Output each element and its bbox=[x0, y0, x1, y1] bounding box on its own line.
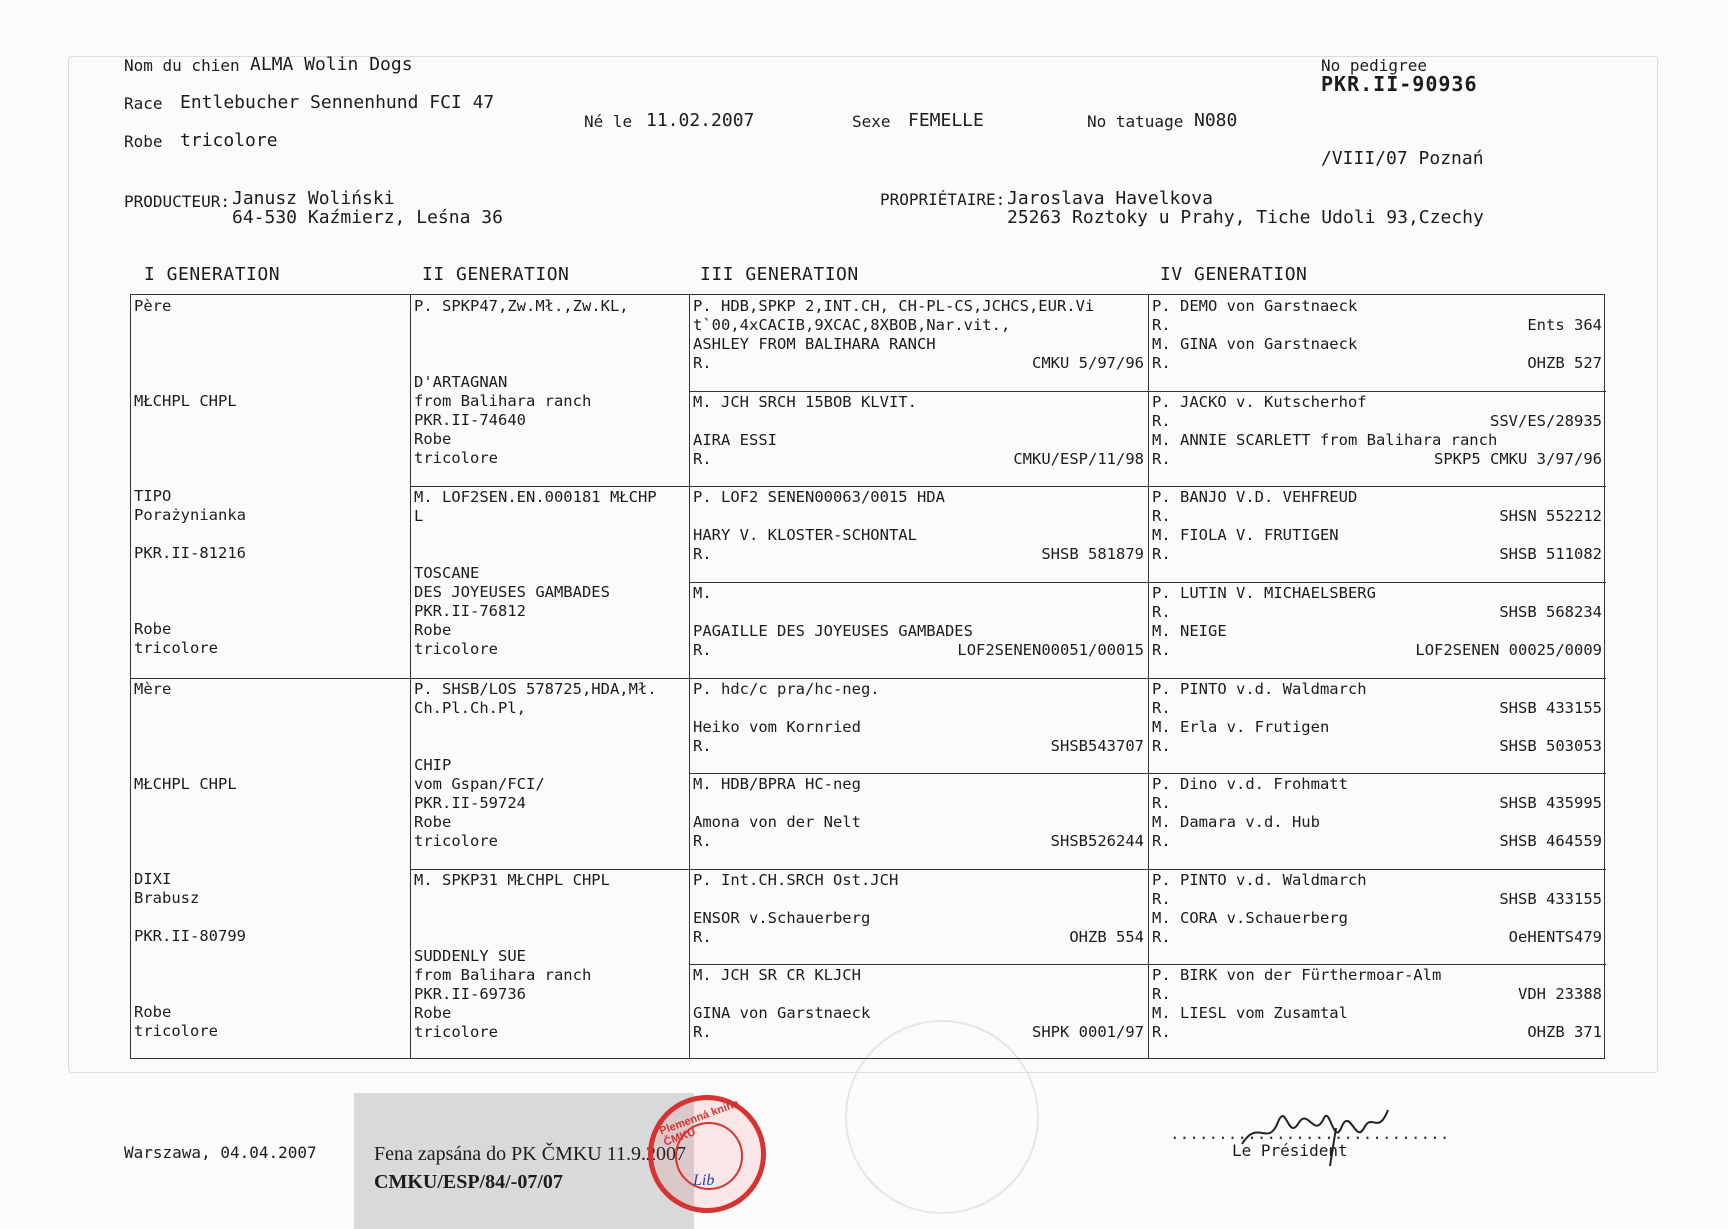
gen3-cell bbox=[693, 966, 1144, 1058]
gen3-name: AIRA ESSI bbox=[693, 430, 777, 449]
gen4-dam-name: M. ANNIE SCARLETT from Balihara ranch bbox=[1152, 430, 1498, 449]
gen2-line: vom Gspan/FCI/ bbox=[414, 774, 545, 793]
gen4-reg-row bbox=[1152, 985, 1602, 1004]
gen4-dam-name: M. Erla v. Frutigen bbox=[1152, 717, 1330, 736]
signature-dots: ............................. bbox=[1170, 1124, 1450, 1143]
gen3-name: ASHLEY FROM BALIHARA RANCH bbox=[693, 335, 936, 353]
pedigree-table bbox=[130, 294, 1605, 1059]
gen2-line bbox=[414, 718, 685, 737]
row-divider bbox=[689, 773, 1606, 774]
gen1-dam-line bbox=[134, 756, 407, 775]
gen1-sire-line bbox=[134, 525, 407, 544]
reg-letter: R. bbox=[1152, 985, 1171, 1004]
gen4-sire-name: P. PINTO v.d. Waldmarch bbox=[1152, 870, 1367, 889]
gen3-titles: M. JCH SRCH 15BOB KLVIT. bbox=[693, 392, 917, 411]
reg-letter: R. bbox=[1152, 794, 1171, 813]
gen2-line: P. SPKP47,Zw.Mł.,Zw.KL, bbox=[414, 297, 629, 315]
gen2-cell bbox=[414, 488, 685, 675]
seal-text: Plemenná kniha ČMKU bbox=[657, 1097, 741, 1149]
gen2-line bbox=[414, 890, 685, 909]
gen3-titles bbox=[693, 699, 1144, 718]
gen4-reg-row bbox=[1152, 794, 1602, 813]
gen4-sire-name: P. BIRK von der Fürthermoar-Alm bbox=[1152, 966, 1442, 985]
registration-line-2: CMKU/ESP/84/-07/07 bbox=[374, 1171, 563, 1193]
gen1-dam-line: Brabusz bbox=[134, 888, 200, 907]
reg-letter: R. bbox=[1152, 354, 1171, 372]
reg-letter: R. bbox=[1152, 507, 1171, 526]
gen2-line: Robe bbox=[414, 621, 452, 640]
gen3-reg: SHPK 0001/97 bbox=[1032, 1023, 1144, 1042]
owner-address: 25263 Roztoky u Prahy, Tiche Udoli 93,Czechy bbox=[1007, 207, 1484, 228]
coat-label: Robe bbox=[124, 132, 163, 151]
gen2-line bbox=[414, 909, 685, 928]
gen4-reg-row bbox=[1152, 928, 1602, 947]
gen2-line bbox=[414, 928, 685, 947]
gen1-sire-line bbox=[134, 563, 407, 582]
row-divider bbox=[410, 869, 1606, 870]
tattoo: N080 bbox=[1194, 110, 1238, 131]
row-divider bbox=[689, 391, 1606, 392]
gen4-dam-name: M. FIOLA V. FRUTIGEN bbox=[1152, 526, 1339, 545]
gen2-line: P. SHSB/LOS 578725,HDA,Mł. bbox=[414, 679, 657, 698]
gen4-cell bbox=[1152, 966, 1602, 1058]
gen1-sire-line bbox=[134, 411, 407, 430]
gen3-reg-row bbox=[693, 1023, 1144, 1042]
gen2-line: SUDDENLY SUE bbox=[414, 946, 526, 965]
gen4-reg-row bbox=[1152, 316, 1602, 335]
gen4-reg: SHSB 435995 bbox=[1499, 794, 1602, 813]
cmku-seal bbox=[648, 1095, 766, 1213]
reg-letter: R. bbox=[1152, 736, 1171, 755]
gen1-sire-line bbox=[134, 468, 407, 487]
gen2-line: L bbox=[414, 507, 424, 526]
gen3-reg-row bbox=[693, 832, 1144, 851]
gen2-line: PKR.II-76812 bbox=[414, 602, 526, 621]
reg-letter: R. bbox=[693, 927, 712, 946]
gen3-titles: M. HDB/BPRA HC-neg bbox=[693, 775, 861, 794]
gen1-sire-line: Porażynianka bbox=[134, 506, 246, 524]
gen1-sire-line: TIPO bbox=[134, 487, 172, 505]
gen1-sire-line: Père bbox=[134, 297, 172, 315]
gen2-line: DES JOYEUSES GAMBADES bbox=[414, 583, 610, 602]
gen1-sire-line: Robe bbox=[134, 620, 172, 638]
gen4-reg-row bbox=[1152, 737, 1602, 756]
pedigree-label: No pedigree bbox=[1321, 56, 1427, 75]
gen4-reg-row bbox=[1152, 507, 1602, 526]
gen3-titles: P. Int.CH.SRCH Ost.JCH bbox=[693, 870, 899, 889]
gen2-line: D'ARTAGNAN bbox=[414, 373, 508, 391]
gen4-reg: SHSB 511082 bbox=[1499, 545, 1602, 564]
gen3-reg-row bbox=[693, 641, 1144, 660]
reg-letter: R. bbox=[1152, 545, 1171, 564]
gen4-sire-name: P. BANJO V.D. VEHFREUD bbox=[1152, 488, 1358, 507]
row-divider bbox=[131, 678, 1606, 679]
gen4-reg: SHSB 568234 bbox=[1499, 602, 1602, 621]
gen2-line: CHIP bbox=[414, 755, 452, 774]
gen3-titles: P. HDB,SPKP 2,INT.CH, CH-PL-CS,JCHCS,EUR.Vi bbox=[693, 297, 1095, 315]
reg-letter: R. bbox=[693, 736, 712, 755]
gen1-sire-line bbox=[134, 373, 407, 392]
gen3-cell bbox=[693, 297, 1144, 389]
reg-letter: R. bbox=[1152, 316, 1171, 334]
gen3-reg: CMKU 5/97/96 bbox=[1032, 354, 1144, 372]
gen4-reg-row bbox=[1152, 450, 1602, 469]
gen1-sire-line: MŁCHPL CHPL bbox=[134, 392, 237, 410]
gen4-reg-row bbox=[1152, 890, 1602, 909]
gen4-cell bbox=[1152, 297, 1602, 389]
gen1-sire-line bbox=[134, 449, 407, 468]
gen2-line bbox=[414, 545, 685, 564]
gen2-line: PKR.II-74640 bbox=[414, 411, 526, 429]
gen4-reg: OHZB 371 bbox=[1527, 1023, 1602, 1042]
reg-letter: R. bbox=[1152, 449, 1171, 468]
gen2-line: tricolore bbox=[414, 1022, 498, 1041]
gen1-sire-line bbox=[134, 582, 407, 601]
born-label: Né le bbox=[584, 112, 633, 131]
reg-letter: R. bbox=[1152, 602, 1171, 621]
sex: FEMELLE bbox=[908, 110, 984, 131]
gen1-sire-line bbox=[134, 430, 407, 449]
gen3-reg-row bbox=[693, 450, 1144, 469]
gen1-dam-line bbox=[134, 851, 407, 870]
gen1-dam-line bbox=[134, 737, 407, 756]
sex-label: Sexe bbox=[852, 112, 891, 131]
coat: tricolore bbox=[180, 130, 278, 151]
gen3-cell bbox=[693, 393, 1144, 485]
gen3-reg-row bbox=[693, 545, 1144, 564]
gen1-dam-line bbox=[134, 908, 407, 927]
gen2-line: tricolore bbox=[414, 831, 498, 850]
gen4-sire-name: P. LUTIN V. MICHAELSBERG bbox=[1152, 583, 1376, 602]
reg-letter: R. bbox=[1152, 640, 1171, 659]
gen3-titles bbox=[693, 890, 1144, 909]
gen4-reg-row bbox=[1152, 1023, 1602, 1042]
breeder-name: Janusz Woliński bbox=[232, 188, 395, 209]
gen3-reg: LOF2SENEN00051/00015 bbox=[957, 640, 1144, 659]
gen4-cell bbox=[1152, 775, 1602, 867]
row-divider bbox=[689, 964, 1606, 965]
gen1-dam-line: Robe bbox=[134, 1002, 172, 1021]
seal-initials: Lib bbox=[693, 1172, 715, 1189]
gen1-sire-line bbox=[134, 601, 407, 620]
registration-line-1: Fena zapsána do PK ČMKU 11.9.2007 bbox=[374, 1143, 687, 1165]
reg-letter: R. bbox=[693, 545, 712, 564]
gen4-reg: SHSB 433155 bbox=[1499, 889, 1602, 908]
gen1-dam-line bbox=[134, 718, 407, 737]
gen2-line: from Balihara ranch bbox=[414, 965, 592, 984]
gen2-line: M. SPKP31 MŁCHPL CHPL bbox=[414, 870, 610, 889]
column-divider bbox=[410, 295, 411, 1058]
reg-letter: R. bbox=[1152, 832, 1171, 851]
gen3-name: Heiko vom Kornried bbox=[693, 717, 861, 736]
gen1-dam-line: tricolore bbox=[134, 1021, 218, 1040]
gen4-reg-row bbox=[1152, 603, 1602, 622]
gen2-line bbox=[414, 737, 685, 756]
gen3-name: PAGAILLE DES JOYEUSES GAMBADES bbox=[693, 621, 973, 640]
gen1-dam-line bbox=[134, 699, 407, 718]
gen3-cell bbox=[693, 871, 1144, 963]
reg-letter: R. bbox=[693, 640, 712, 659]
pedigree-reference: /VIII/07 Poznań bbox=[1321, 148, 1484, 169]
gen1-dam-line: PKR.II-80799 bbox=[134, 926, 246, 945]
president-label: Le Président bbox=[1232, 1141, 1348, 1160]
column-divider bbox=[1148, 295, 1149, 1058]
registration-stamp-block bbox=[354, 1093, 694, 1229]
place-date: Warszawa, 04.04.2007 bbox=[124, 1143, 317, 1162]
breeder-label: PRODUCTEUR: bbox=[124, 192, 230, 211]
gen1-dam-line bbox=[134, 984, 407, 1003]
reg-letter: R. bbox=[693, 449, 712, 468]
gen3-cell bbox=[693, 680, 1144, 772]
reg-letter: R. bbox=[1152, 698, 1171, 717]
owner-name: Jaroslava Havelkova bbox=[1007, 188, 1213, 209]
gen1-sire-line: tricolore bbox=[134, 639, 218, 657]
row-divider bbox=[410, 486, 1606, 487]
gen3-titles: P. LOF2 SENEN00063/0015 HDA bbox=[693, 488, 945, 507]
gen1-dam-line: DIXI bbox=[134, 869, 172, 888]
gen4-reg: SSV/ES/28935 bbox=[1490, 411, 1602, 430]
gen4-dam-name: M. Damara v.d. Hub bbox=[1152, 813, 1320, 832]
gen3-name: Amona von der Nelt bbox=[693, 813, 861, 832]
gen4-sire-name: P. JACKO v. Kutscherhof bbox=[1152, 392, 1367, 411]
gen3-titles bbox=[693, 603, 1144, 622]
owner-label: PROPRIÉTAIRE: bbox=[880, 190, 1006, 209]
gen4-reg-row bbox=[1152, 832, 1602, 851]
gen2-cell bbox=[414, 680, 685, 867]
gen2-line bbox=[414, 316, 685, 335]
born-date: 11.02.2007 bbox=[646, 110, 755, 131]
dog-name: ALMA Wolin Dogs bbox=[250, 54, 413, 75]
reg-letter: R. bbox=[1152, 927, 1171, 946]
gen1-dam-line bbox=[134, 813, 407, 832]
gen4-cell bbox=[1152, 871, 1602, 963]
gen1-dam-line bbox=[134, 794, 407, 813]
gen4-reg: Ents 364 bbox=[1527, 316, 1602, 334]
gen3-reg-row bbox=[693, 737, 1144, 756]
gen4-reg: SHSN 552212 bbox=[1499, 507, 1602, 526]
gen4-reg: SHSB 433155 bbox=[1499, 698, 1602, 717]
gen2-line bbox=[414, 526, 685, 545]
gen1-dam-line: MŁCHPL CHPL bbox=[134, 774, 237, 793]
gen4-cell bbox=[1152, 393, 1602, 485]
gen2-line: Ch.Pl.Ch.Pl, bbox=[414, 698, 526, 717]
gen3-reg: SHSB526244 bbox=[1050, 832, 1144, 851]
gen1-dam-line bbox=[134, 965, 407, 984]
generation-3-heading: III GENERATION bbox=[700, 264, 859, 285]
reg-letter: R. bbox=[693, 1023, 712, 1042]
gen3-reg-row bbox=[693, 354, 1144, 373]
gen1-sire-line: PKR.II-81216 bbox=[134, 544, 246, 562]
gen2-line: M. LOF2SEN.EN.000181 MŁCHP bbox=[414, 488, 657, 507]
gen4-reg-row bbox=[1152, 412, 1602, 431]
gen1-sire-line bbox=[134, 335, 407, 354]
gen3-name: HARY V. KLOSTER-SCHONTAL bbox=[693, 526, 917, 545]
gen4-dam-name: M. CORA v.Schauerberg bbox=[1152, 908, 1348, 927]
gen4-cell bbox=[1152, 680, 1602, 772]
gen2-line: PKR.II-69736 bbox=[414, 984, 526, 1003]
gen4-reg: SHSB 503053 bbox=[1499, 736, 1602, 755]
gen2-line: TOSCANE bbox=[414, 564, 480, 583]
gen3-titles bbox=[693, 794, 1144, 813]
gen4-sire-name: P. Dino v.d. Frohmatt bbox=[1152, 775, 1348, 794]
gen3-cell bbox=[693, 584, 1144, 676]
gen4-cell bbox=[1152, 584, 1602, 676]
gen3-reg: SHSB543707 bbox=[1050, 736, 1144, 755]
gen3-titles bbox=[693, 507, 1144, 526]
gen4-reg: SPKP5 CMKU 3/97/96 bbox=[1434, 449, 1602, 468]
gen2-line: PKR.II-59724 bbox=[414, 793, 526, 812]
gen4-dam-name: M. NEIGE bbox=[1152, 621, 1227, 640]
gen4-reg: LOF2SENEN 00025/0009 bbox=[1415, 640, 1602, 659]
gen4-reg-row bbox=[1152, 699, 1602, 718]
pedigree-number: PKR.II-90936 bbox=[1321, 72, 1478, 96]
gen1-sire-cell bbox=[134, 297, 407, 676]
gen1-dam-line bbox=[134, 832, 407, 851]
gen3-name: GINA von Garstnaeck bbox=[693, 1004, 871, 1023]
gen2-line bbox=[414, 354, 685, 373]
gen1-sire-line bbox=[134, 354, 407, 373]
gen3-reg: OHZB 554 bbox=[1069, 927, 1144, 946]
gen3-titles bbox=[693, 412, 1144, 431]
gen1-dam-cell bbox=[134, 680, 407, 1059]
row-divider bbox=[689, 582, 1606, 583]
gen2-line: from Balihara ranch bbox=[414, 392, 592, 410]
reg-letter: R. bbox=[1152, 889, 1171, 908]
gen4-cell bbox=[1152, 488, 1602, 580]
breeder-address: 64-530 Kaźmierz, Leśna 36 bbox=[232, 207, 503, 228]
gen3-reg: SHSB 581879 bbox=[1041, 545, 1144, 564]
generation-2-heading: II GENERATION bbox=[422, 264, 570, 285]
gen4-sire-name: P. PINTO v.d. Waldmarch bbox=[1152, 679, 1367, 698]
tattoo-label: No tatuage bbox=[1087, 112, 1184, 131]
gen2-line: Robe bbox=[414, 430, 452, 448]
gen4-sire-name: P. DEMO von Garstnaeck bbox=[1152, 297, 1358, 315]
gen2-cell bbox=[414, 871, 685, 1058]
gen2-line: tricolore bbox=[414, 449, 498, 467]
gen2-line bbox=[414, 335, 685, 354]
gen4-dam-name: M. LIESL vom Zusamtal bbox=[1152, 1004, 1348, 1023]
gen4-reg: OeHENTS479 bbox=[1508, 927, 1602, 946]
gen3-titles: t`00,4xCACIB,9XCAC,8XBOB,Nar.vit., bbox=[693, 316, 1011, 334]
gen3-reg: CMKU/ESP/11/98 bbox=[1013, 449, 1144, 468]
breed-label: Race bbox=[124, 94, 163, 113]
gen3-titles: P. hdc/c pra/hc-neg. bbox=[693, 679, 880, 698]
dog-name-label: Nom du chien bbox=[124, 56, 240, 75]
reg-letter: R. bbox=[693, 832, 712, 851]
generation-1-heading: I GENERATION bbox=[144, 264, 281, 285]
gen1-dam-line: Mère bbox=[134, 679, 172, 698]
gen3-reg-row bbox=[693, 928, 1144, 947]
gen4-reg: OHZB 527 bbox=[1527, 354, 1602, 372]
gen3-titles: M. bbox=[693, 583, 712, 602]
gen3-titles bbox=[693, 985, 1144, 1004]
gen1-sire-line bbox=[134, 316, 407, 335]
gen4-reg-row bbox=[1152, 354, 1602, 373]
gen2-cell bbox=[414, 297, 685, 484]
breed: Entlebucher Sennenhund FCI 47 bbox=[180, 92, 495, 113]
reg-letter: R. bbox=[1152, 1023, 1171, 1042]
gen3-cell bbox=[693, 488, 1144, 580]
generation-4-heading: IV GENERATION bbox=[1160, 264, 1308, 285]
gen4-reg-row bbox=[1152, 545, 1602, 564]
gen4-reg: SHSB 464559 bbox=[1499, 832, 1602, 851]
gen4-reg-row bbox=[1152, 641, 1602, 660]
gen1-dam-line bbox=[134, 946, 407, 965]
gen3-name: ENSOR v.Schauerberg bbox=[693, 908, 871, 927]
gen2-line: Robe bbox=[414, 1003, 452, 1022]
gen2-line: tricolore bbox=[414, 640, 498, 659]
gen3-titles: M. JCH SR CR KLJCH bbox=[693, 966, 861, 985]
column-divider bbox=[689, 295, 690, 1058]
gen4-reg: VDH 23388 bbox=[1518, 985, 1602, 1004]
reg-letter: R. bbox=[1152, 411, 1171, 430]
gen4-dam-name: M. GINA von Garstnaeck bbox=[1152, 335, 1358, 353]
gen3-cell bbox=[693, 775, 1144, 867]
reg-letter: R. bbox=[693, 354, 712, 372]
gen2-line: Robe bbox=[414, 812, 452, 831]
